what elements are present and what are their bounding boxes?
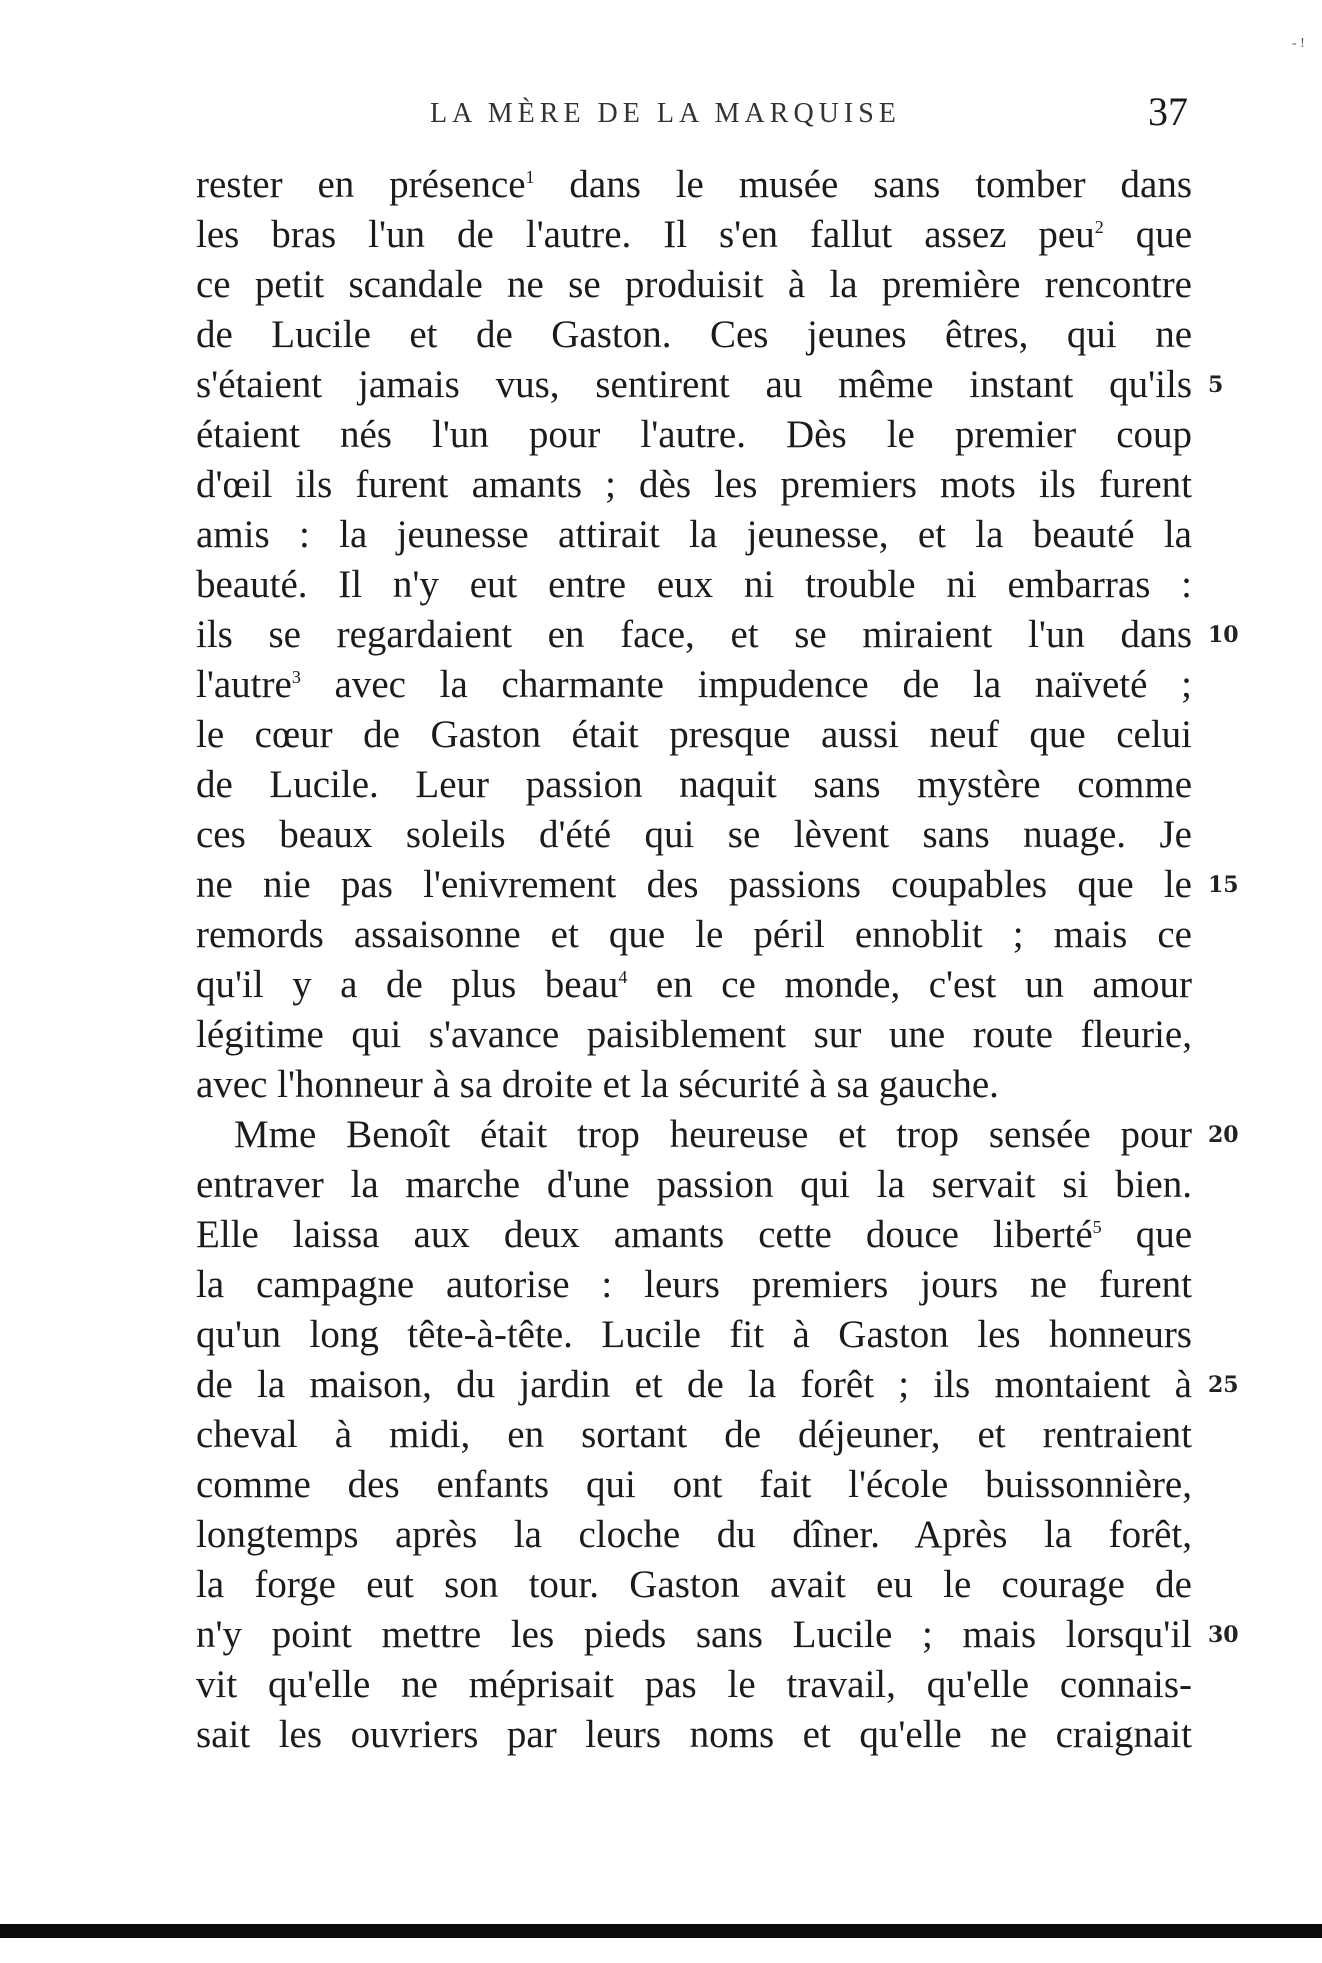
scan-edge-bar	[0, 1924, 1322, 1938]
text-line: d'œil ils furent amants ; dès les premiers mots ils furent	[196, 463, 1192, 506]
text-line: ne nie pas l'enivrement des passions coupables que le	[196, 863, 1192, 906]
line-number: 5	[1208, 372, 1224, 398]
corner-mark: - !	[1292, 36, 1305, 51]
text-line: ces beaux soleils d'été qui se lèvent sans nuage. Je	[196, 813, 1192, 856]
text-line: beauté. Il n'y eut entre eux ni trouble ni embarras :	[196, 563, 1192, 606]
line-number: 15	[1208, 872, 1239, 898]
text-line: Mme Benoît était trop heureuse et trop sensée pour	[234, 1113, 1192, 1156]
text-line: de Lucile. Leur passion naquit sans mystère comme	[196, 763, 1192, 806]
text-line: ils se regardaient en face, et se miraient l'un dans	[196, 613, 1192, 656]
text-line: qu'un long tête-à-tête. Lucile fit à Gaston les honneurs	[196, 1313, 1192, 1356]
text-line: de Lucile et de Gaston. Ces jeunes êtres, qui ne	[196, 313, 1192, 356]
footnote-marker: 5	[1092, 1217, 1102, 1237]
line-number: 30	[1208, 1622, 1239, 1648]
text-line: la forge eut son tour. Gaston avait eu le courage de	[196, 1563, 1192, 1606]
footnote-marker: 2	[1094, 217, 1104, 237]
text-line: avec l'honneur à sa droite et la sécurité à sa gauche.	[196, 1063, 999, 1106]
text-line: s'étaient jamais vus, sentirent au même instant qu'ils	[196, 363, 1192, 406]
text-line: Elle laissa aux deux amants cette douce liberté$^5$ que	[196, 1213, 1193, 1256]
text-line: ce petit scandale ne se produisit à la première rencontre	[196, 263, 1192, 306]
text-line: rester en présence$^1$ dans le musée sans tomber dans	[196, 163, 1193, 206]
line-number: 10	[1208, 622, 1239, 648]
text-line: l'autre$^3$ avec la charmante impudence de la naïveté ;	[196, 663, 1192, 706]
text-line: longtemps après la cloche du dîner. Après la forêt,	[196, 1513, 1192, 1556]
text-line: le cœur de Gaston était presque aussi neuf que celui	[196, 713, 1192, 756]
text-line: comme des enfants qui ont fait l'école buissonnière,	[196, 1463, 1192, 1506]
text-line: légitime qui s'avance paisiblement sur une route fleurie,	[196, 1013, 1192, 1056]
page-number: 37	[1148, 89, 1188, 134]
footnote-marker: 1	[525, 167, 535, 187]
text-line: amis : la jeunesse attirait la jeunesse, et la beauté la	[196, 513, 1192, 556]
line-number: 25	[1208, 1372, 1239, 1398]
text-line: de la maison, du jardin et de la forêt ; ils montaient à	[196, 1363, 1192, 1406]
text-line: n'y point mettre les pieds sans Lucile ; mais lorsqu'il	[196, 1613, 1192, 1656]
text-line: sait les ouvriers par leurs noms et qu'elle ne craignait	[196, 1713, 1192, 1756]
footnote-marker: 3	[291, 667, 301, 687]
text-line: remords assaisonne et que le péril ennoblit ; mais ce	[196, 913, 1192, 956]
footnote-marker: 4	[618, 967, 628, 987]
text-line: vit qu'elle ne méprisait pas le travail, qu'elle connais-	[196, 1663, 1192, 1706]
text-line: la campagne autorise : leurs premiers jours ne furent	[196, 1263, 1192, 1306]
line-number: 20	[1208, 1122, 1239, 1148]
text-line: cheval à midi, en sortant de déjeuner, et rentraient	[196, 1413, 1192, 1456]
text-line: qu'il y a de plus beau$^4$ en ce monde, c'est un amour	[196, 963, 1192, 1006]
text-line: les bras l'un de l'autre. Il s'en fallut assez peu$^2$ que	[196, 213, 1193, 256]
text-line: étaient nés l'un pour l'autre. Dès le premier coup	[196, 413, 1192, 456]
text-line: entraver la marche d'une passion qui la servait si bien.	[196, 1163, 1192, 1206]
running-header: LA MÈRE DE LA MARQUISE	[430, 98, 901, 129]
body-text	[196, 160, 1192, 1760]
